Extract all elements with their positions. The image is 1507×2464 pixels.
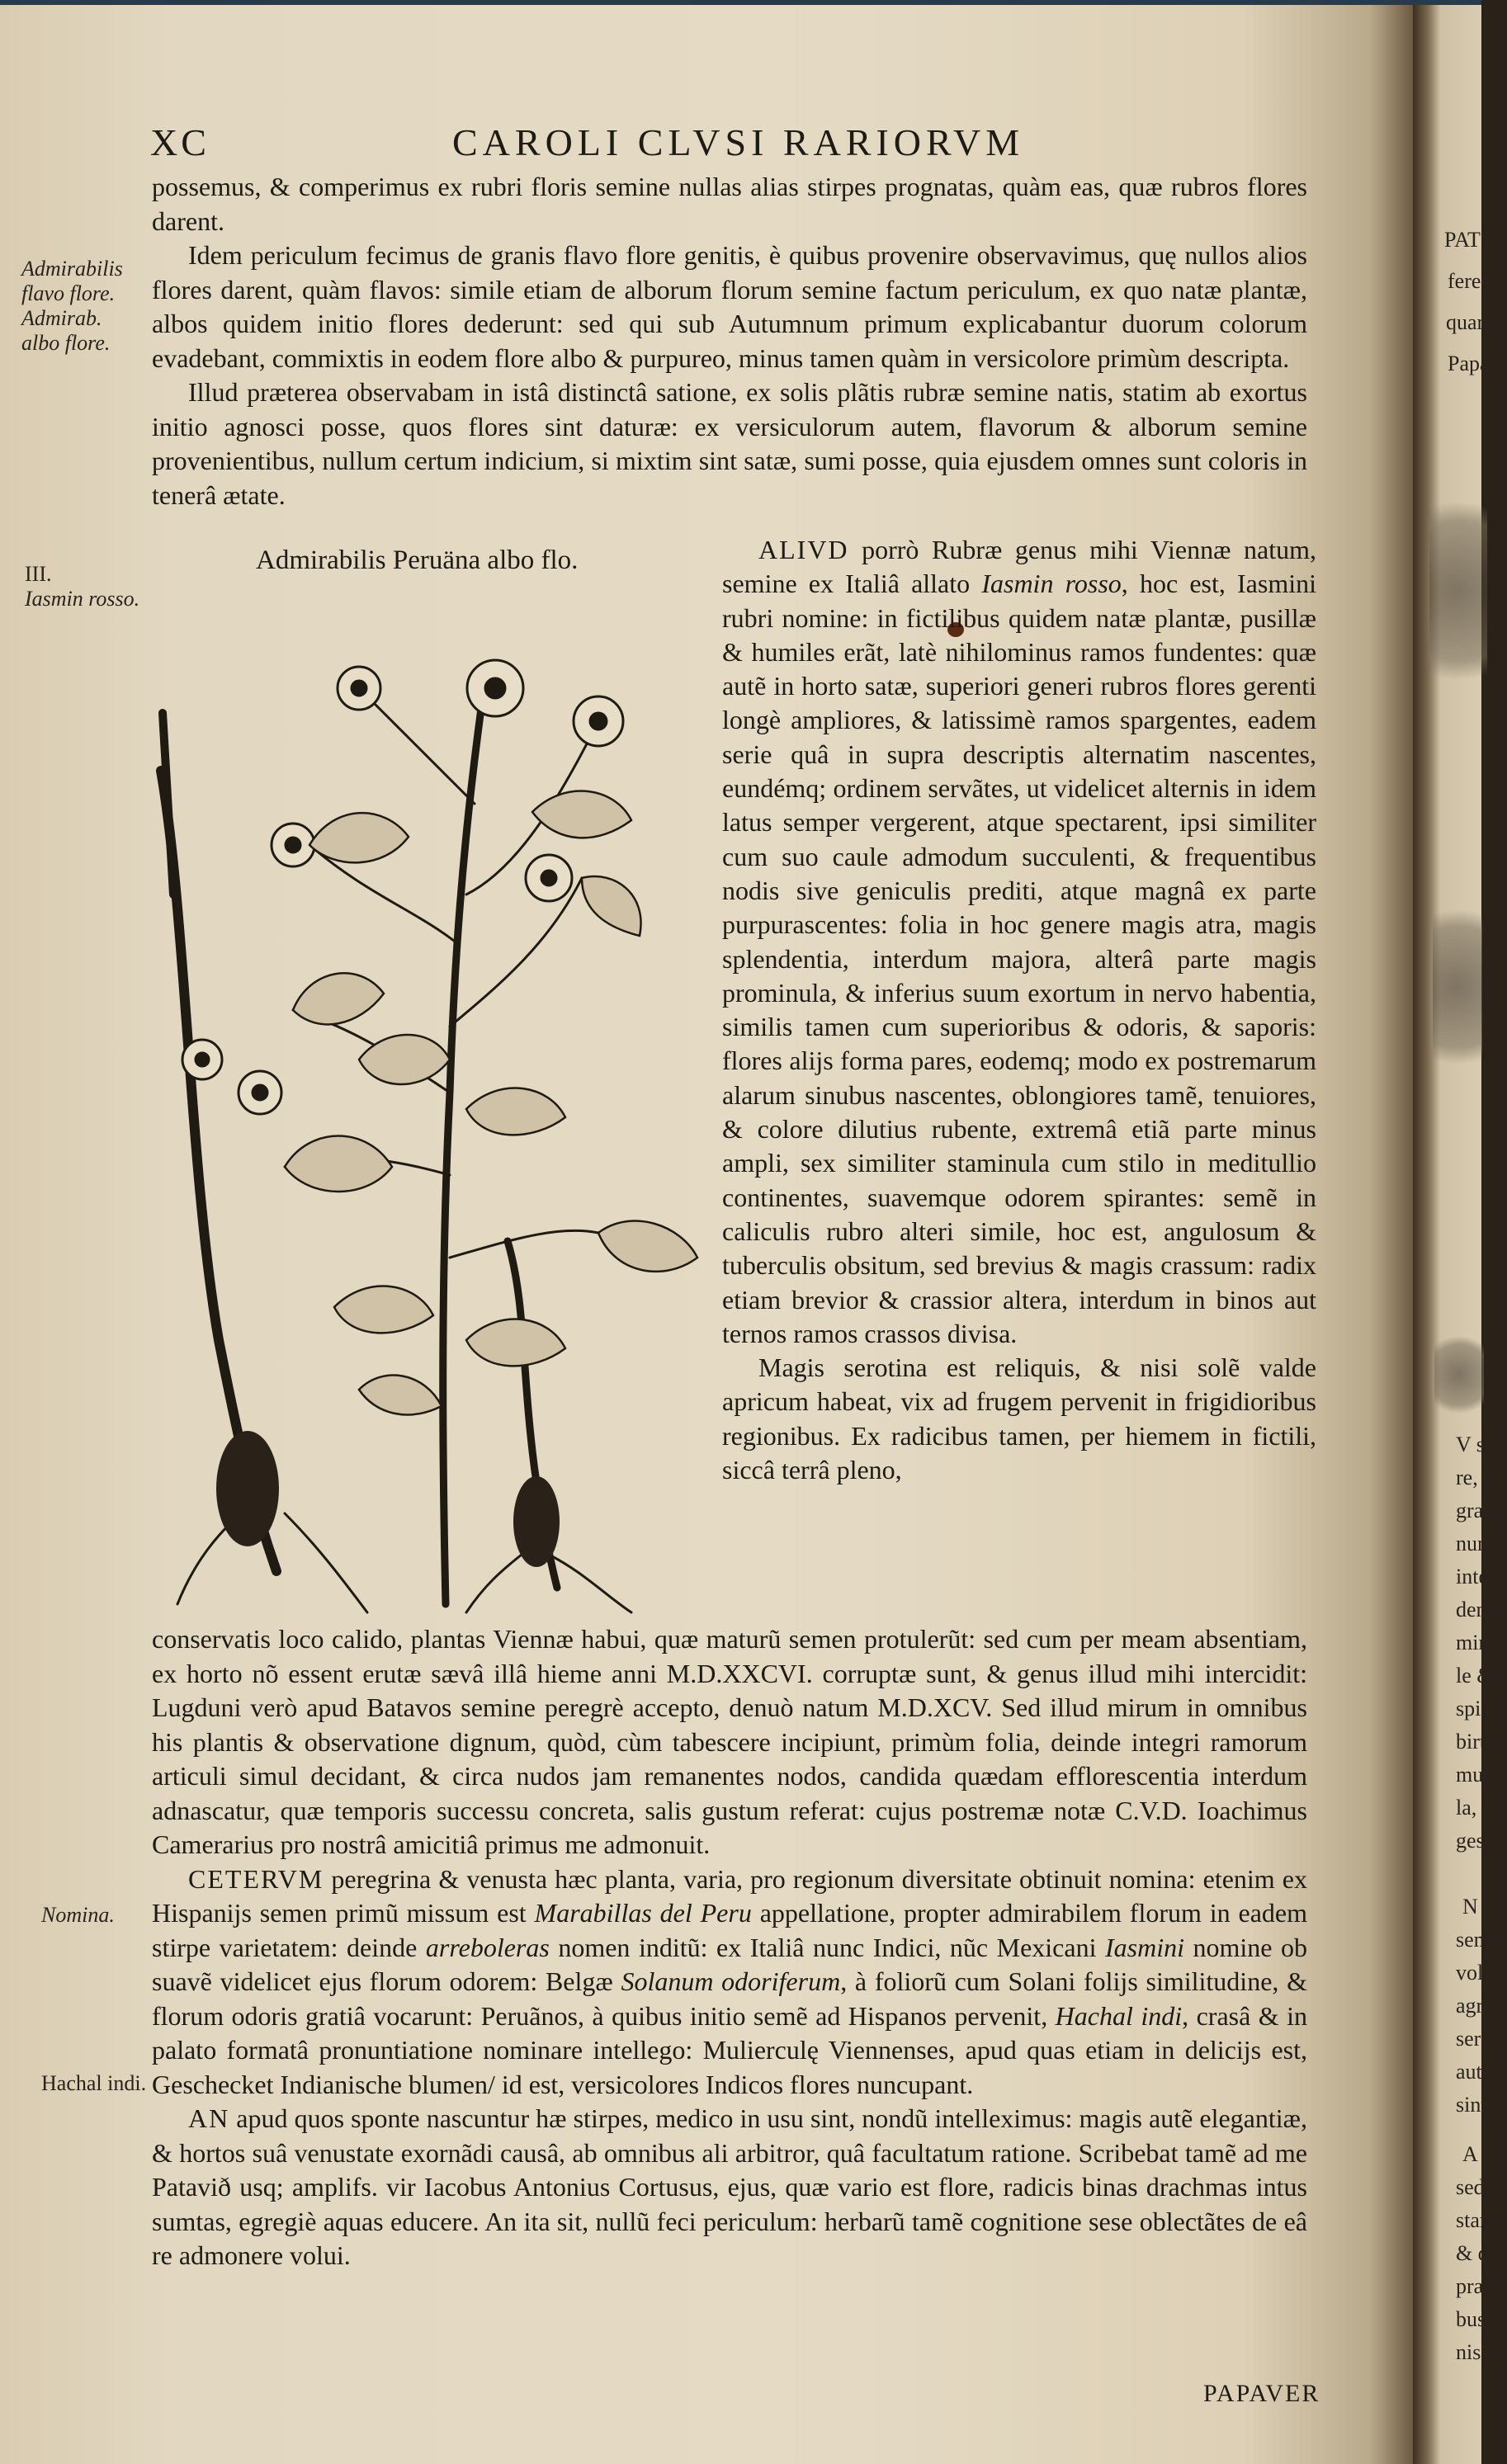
adjacent-text: fere	[1448, 269, 1481, 293]
text-block-lower	[152, 1622, 1307, 2273]
text-block-top	[152, 170, 1307, 512]
adjacent-text: sint	[1456, 2093, 1487, 2117]
adjacent-text: dentil	[1456, 1598, 1505, 1621]
adjacent-text: stans	[1456, 2208, 1499, 2232]
adjacent-text: V s	[1456, 1433, 1485, 1456]
adjacent-text: A	[1462, 2142, 1478, 2166]
margin-note-jasmin: Iasmin rosso.	[25, 587, 140, 611]
paragraph: AN apud quos sponte nascuntur hæ stirpes, medico in usu sint, nondũ intelleximus: magis autẽ elegantiæ, & hortos suâ venustate exornãdi causâ, ab omnibus ali arbitror, quâ facultatum ratione. Scribebat tamẽ ad me Patavið usq; amplifs. vir Iacobus Antonius Cortusus, ejus, quæ vario est flore, radicis binas drachmas intus sumtas, egregiè aquas educere. An ita sit, nullũ feci periculum: herbarũ tamẽ cognitione sese oblectãtes de eâ re admonere volui.	[152, 2103, 1307, 2270]
paragraph: Magis serotina est reliquis, & nisi solẽ valde apricum habeat, vix ad frugem pervenit in frigidioribus regionibus. Ex radicibus tamen, per hiemem in fictili, siccâ terrâ pleno,	[722, 1352, 1316, 1485]
paragraph: CETERVM peregrina & venusta hæc planta, varia, pro regionum diversitate obtinuit nomina: etenim ex Hispanijs semen primũ missum est Marabillas del Peru appellatione, propter admirabilem florum in eadem stirpe varietatem: deinde arreboleras nomen inditũ: ex Italiâ nunc Indici, nũc Mexicani Iasmini nomine ob suavẽ videlicet ejus florum odorem: Belgæ Solanum odoriferum, à foliorũ cum Solani folijs similitudine, & florum odoris gratiâ vocarunt: Peruãnos, à quibus initio semẽ ad Hispanos pervenit, Hachal indi, crasâ & in palato formatâ pronuntiatione nominare intellego: Mulierculę Viennenses, apud quas etiam in delicijs est, Geschecket Indianische blumen/ id est, versicolores Indicos flores nuncupant.	[152, 1863, 1308, 2099]
adjacent-illustration	[1429, 467, 1487, 715]
paragraph: ALIVD porrò Rubræ genus mihi Viennæ natum, semine ex Italiâ allato Iasmin rosso, hoc est, Iasmini rubri nomine: in fictilibus quidem natæ plantæ, pusillæ & humiles erãt, latè nihilominus ramos fundentes: quæ autẽ in horto satæ, superiori generi rubros flores gerenti longè ampliores, & latissimè ramos spargentes, eadem serie quâ in supra descriptis alternatim nascentes, eundémq; ordinem servãtes, ut videlicet alternis in idem latus semper vergerent, atque spectarent, ipsi similiter cum suo caule admodum succulenti, & frequentibus nodis sive geniculis prediti, atque magnâ ex parte purpurascentes: folia in hoc genere magis atra, magis splendentia, interdum majora, alterâ parte magis prominula, & inferius suum exortum in nervo habentia, similis tamen cum superioribus & odoris, & saporis: flores alijs forma pares, eodemq; modo ex postremarum alarum sinubus nascentes, oblongiores tamẽ, tenuiores, & colore dilutius rubente, extremâ etiã parte minus ampli, sex similiter staminula cum stilo in meditullio continentes, suavemque odorem spirantes: semẽ in caliculis rubro alteri simile, hoc est, angulosum & tuberculis obsitum, sed brevius & magis crassum: radix etiam brevior & crassior altera, interdum in binos aut ternos ramos crassos divisa.	[722, 535, 1317, 1348]
adjacent-text: gesi	[1456, 1829, 1490, 1853]
adjacent-text: sed	[1456, 2175, 1485, 2199]
book-page	[0, 5, 1413, 2464]
adjacent-text: quame	[1446, 310, 1504, 334]
adjacent-text: mirun	[1456, 1631, 1507, 1654]
adjacent-page-edge	[1413, 5, 1507, 2464]
adjacent-text: N	[1462, 1895, 1478, 1919]
catchword: PAPAVER	[1203, 2380, 1320, 2407]
adjacent-text: sere	[1456, 2027, 1490, 2051]
adjacent-text: agro	[1456, 1994, 1495, 2018]
adjacent-text: le & f	[1456, 1664, 1506, 1688]
figure-caption: Admirabilis Peruäna albo flo.	[256, 545, 579, 575]
adjacent-text: nis, s	[1456, 2340, 1500, 2364]
page-number: XC	[150, 121, 210, 163]
paragraph: conservatis loco calido, plantas Viennæ habui, quæ maturũ semen protulerũt: sed cum per meam absentiam, ex horto nõ essent erutæ sævâ illâ hieme anni M.D.XXCVI. corruptæ sunt, & genus illud mihi intercidit: Lugduni verò apud Batavos semine peregrè accepto, denuò natum M.D.XCV. Sed illud mirum in omnibus his plantis & observatione dignum, quòd, cùm tabescere incipiunt, primùm folia, deinde integri ramorum articuli simul decidant, & circa nudos jam remanentes nodos, candida quædam efflorescentia interdum adnascatur, quæ temporis successu concreta, salis gustum referat: cujus postremæ notæ C.V.D. Ioachimus Camerarius pro nostrâ amicitiâ primus me admonuit.	[152, 1624, 1307, 1859]
adjacent-text: volu	[1456, 1961, 1495, 1985]
adjacent-text: la,	[1456, 1796, 1477, 1820]
adjacent-text: spicat	[1456, 1697, 1506, 1721]
adjacent-text: PAT	[1444, 228, 1481, 252]
adjacent-text: aute	[1456, 2060, 1492, 2084]
margin-note-number: III.	[25, 562, 52, 586]
paragraph: Idem periculum fecimus de granis flavo flore genitis, è quibus provenire observavimus, quę nullos alios flores darent, quàm flavos: simile etiam de alborum florum semine factum periculum, ex quo natæ plantæ, albos quidem initio flores dederunt: sed qui sub Autumnum primum explicabantur duorum colorum evadebant, commixtis in eodem flore albo & purpureo, minus tamen quàm in versicolore primùm descripta.	[152, 240, 1307, 373]
adjacent-text: prædi	[1456, 2274, 1505, 2298]
plant-woodcut-illustration	[169, 597, 714, 1621]
adjacent-illustration	[1434, 1325, 1484, 1424]
running-title: CAROLI CLVSI RARIORVM	[452, 121, 1025, 163]
adjacent-text: seme	[1456, 1928, 1500, 1952]
margin-note-admirabilis: Admirabilis flavo flore. Admirab. albo flore.	[21, 257, 123, 355]
margin-note-hachal: Hachal indi.	[41, 2071, 147, 2095]
adjacent-text: num	[1456, 1532, 1495, 1555]
adjacent-text: bus c	[1456, 2307, 1501, 2331]
adjacent-text: birtio	[1456, 1730, 1503, 1754]
adjacent-illustration	[1433, 880, 1482, 1094]
text-column-right	[722, 533, 1316, 1487]
paragraph: Illud præterea observabam in istâ distinctâ satione, ex solis plãtis rubræ semine natis, statim ab exortus initio agnosci posse, quos flores sint daturæ: ex versiculorum autem, flavorum & alborum semine provenientibus, nullum certum indicium, si mixtim sint satæ, sumi posse, quia ejusdem omnes sunt coloris in tenerâ ætate.	[152, 377, 1307, 510]
adjacent-text: & qu	[1456, 2241, 1500, 2265]
adjacent-text: mu	[1456, 1763, 1484, 1787]
adjacent-text: interc	[1456, 1565, 1505, 1588]
margin-note-nomina: Nomina.	[41, 1903, 115, 1927]
adjacent-text: gracil	[1456, 1499, 1505, 1522]
adjacent-text: Papa	[1448, 352, 1490, 375]
drop-word: ALIVD	[758, 535, 849, 564]
adjacent-text: re, no	[1456, 1466, 1505, 1489]
paragraph: possemus, & comperimus ex rubri floris semine nullas alias stirpes prognatas, quàm eas, quæ rubros flores darent.	[152, 172, 1307, 236]
